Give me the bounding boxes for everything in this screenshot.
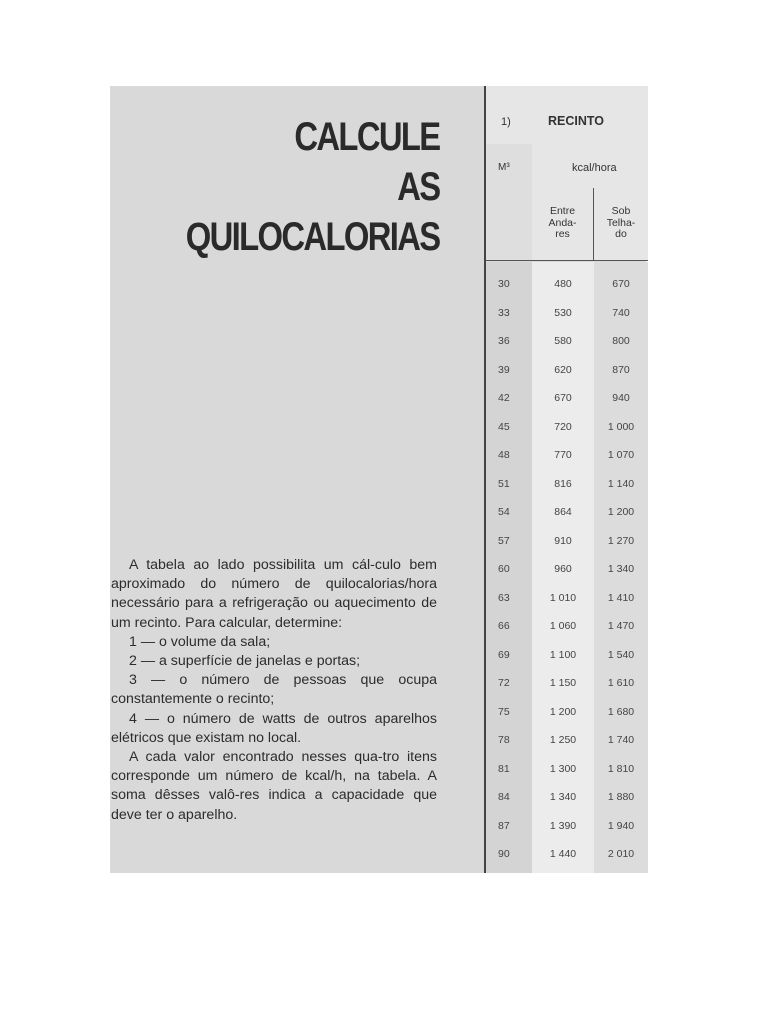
volume-cell: 63 (498, 591, 510, 604)
article-text-column (110, 86, 484, 873)
between-floors-cell: 910 (554, 534, 572, 547)
table-row (486, 785, 648, 814)
table-row (486, 671, 648, 700)
step-3: 3 — o número de pessoas que ocupa constantemente o recinto; (111, 672, 437, 708)
title-line-1: CALCULE (294, 115, 440, 159)
volume-cell: 33 (498, 306, 510, 319)
table-body (486, 272, 648, 871)
under-roof-cell: 1 270 (607, 534, 635, 547)
under-roof-cell: 1 610 (607, 677, 635, 689)
volume-cell: 87 (498, 819, 510, 832)
between-floors-cell: 864 (554, 506, 572, 518)
between-floors-header: Entre Anda- res (532, 188, 594, 260)
table-row (486, 557, 648, 586)
table-row (486, 272, 648, 301)
between-floors-cell: 1 060 (549, 620, 577, 632)
under-roof-cell: 800 (612, 335, 630, 347)
between-floors-cell: 1 340 (549, 791, 577, 803)
volume-cell: 51 (498, 477, 510, 490)
kcal-unit-label: kcal/hora (572, 162, 617, 174)
conclusion-paragraph: A cada valor encontrado nesses qua-tro itens corresponde um número de kcal/h, na tabela. A soma dêsses valô-res indica a capacidade que deve ter o aparelho. (111, 749, 437, 823)
page-title (186, 112, 440, 262)
volume-cell: 48 (498, 449, 510, 461)
kcal-group-header (532, 144, 648, 189)
under-roof-cell: 1 140 (607, 477, 635, 490)
section-label: RECINTO (548, 114, 605, 128)
under-roof-cell: 940 (612, 392, 630, 404)
under-roof-cell: 740 (612, 306, 630, 319)
section-number: 1) (501, 116, 511, 128)
table-row (486, 643, 648, 672)
under-roof-cell: 1 000 (607, 420, 635, 433)
table-row (486, 842, 648, 871)
kcal-table (484, 86, 648, 873)
volume-cell: 39 (498, 363, 510, 376)
table-row (486, 500, 648, 529)
under-roof-cell: 1 070 (607, 449, 635, 461)
between-floors-cell: 580 (554, 335, 572, 347)
table-row (486, 443, 648, 472)
under-roof-cell: 1 200 (607, 506, 635, 518)
header-divider (486, 260, 648, 261)
between-floors-cell: 1 200 (549, 705, 577, 718)
under-roof-cell: 2 010 (607, 848, 635, 860)
between-floors-cell: 670 (554, 392, 572, 404)
volume-cell: 69 (498, 648, 510, 661)
under-roof-cell: 870 (612, 363, 630, 376)
between-floors-cell: 530 (554, 306, 572, 319)
between-floors-cell: 816 (554, 477, 572, 490)
between-floors-cell: 620 (554, 363, 572, 376)
table-row (486, 614, 648, 643)
volume-cell: 42 (498, 392, 510, 404)
under-roof-cell: 1 810 (607, 762, 635, 775)
between-floors-cell: 1 300 (549, 762, 577, 775)
volume-cell: 90 (498, 848, 510, 860)
volume-cell: 54 (498, 506, 510, 518)
volume-cell: 36 (498, 335, 510, 347)
step-4: 4 — o número de watts de outros aparelhos elétricos que existam no local. (111, 710, 437, 746)
volume-cell: 81 (498, 762, 510, 775)
between-floors-cell: 960 (554, 563, 572, 575)
table-row (486, 757, 648, 786)
between-floors-cell: 1 440 (549, 848, 577, 860)
volume-cell: 30 (498, 278, 510, 290)
title-line-3: QUILOCALORIAS (186, 215, 440, 259)
volume-cell: 66 (498, 620, 510, 632)
between-floors-cell: 1 010 (549, 591, 577, 604)
table-row (486, 301, 648, 330)
under-roof-cell: 1 680 (607, 705, 635, 718)
intro-paragraph: A tabela ao lado possibilita um cál-culo bem aproximado do número de quilocalorias/hora necessário para a refrigeração ou aquecimento de um recinto. Para calcular, determine: (111, 557, 437, 631)
volume-cell: 75 (498, 705, 510, 718)
between-floors-cell: 720 (554, 420, 572, 433)
under-roof-cell: 1 470 (607, 620, 635, 632)
between-floors-cell: 1 100 (549, 648, 577, 661)
volume-unit-label: M³ (498, 162, 510, 173)
under-roof-cell: 1 740 (607, 734, 635, 746)
between-floors-cell: 770 (554, 449, 572, 461)
scanned-page (110, 86, 646, 873)
table-row (486, 700, 648, 729)
table-row (486, 814, 648, 843)
volume-cell: 57 (498, 534, 510, 547)
table-row (486, 415, 648, 444)
under-roof-cell: 1 410 (607, 591, 635, 604)
table-row (486, 728, 648, 757)
under-roof-header: Sob Telha- do (594, 188, 648, 260)
table-row (486, 472, 648, 501)
step-2: 2 — a superfície de janelas e portas; (129, 653, 361, 670)
table-row (486, 386, 648, 415)
under-roof-cell: 1 340 (607, 563, 635, 575)
table-row (486, 529, 648, 558)
table-row (486, 358, 648, 387)
table-row (486, 329, 648, 358)
volume-column-header (486, 144, 533, 260)
between-floors-cell: 480 (554, 278, 572, 290)
step-1: 1 — o volume da sala; (129, 633, 271, 650)
article-body (111, 556, 437, 825)
volume-cell: 60 (498, 563, 510, 575)
volume-cell: 84 (498, 791, 510, 803)
under-roof-cell: 670 (612, 278, 630, 290)
between-floors-cell: 1 150 (549, 677, 577, 689)
table-row (486, 586, 648, 615)
under-roof-cell: 1 940 (607, 819, 635, 832)
between-floors-cell: 1 390 (549, 819, 577, 832)
between-floors-cell: 1 250 (549, 734, 577, 746)
under-roof-cell: 1 540 (607, 648, 635, 661)
volume-cell: 72 (498, 677, 510, 689)
volume-cell: 78 (498, 734, 510, 746)
under-roof-cell: 1 880 (607, 791, 635, 803)
table-section-header (486, 86, 648, 145)
volume-cell: 45 (498, 420, 510, 433)
title-line-2: AS (397, 165, 440, 209)
